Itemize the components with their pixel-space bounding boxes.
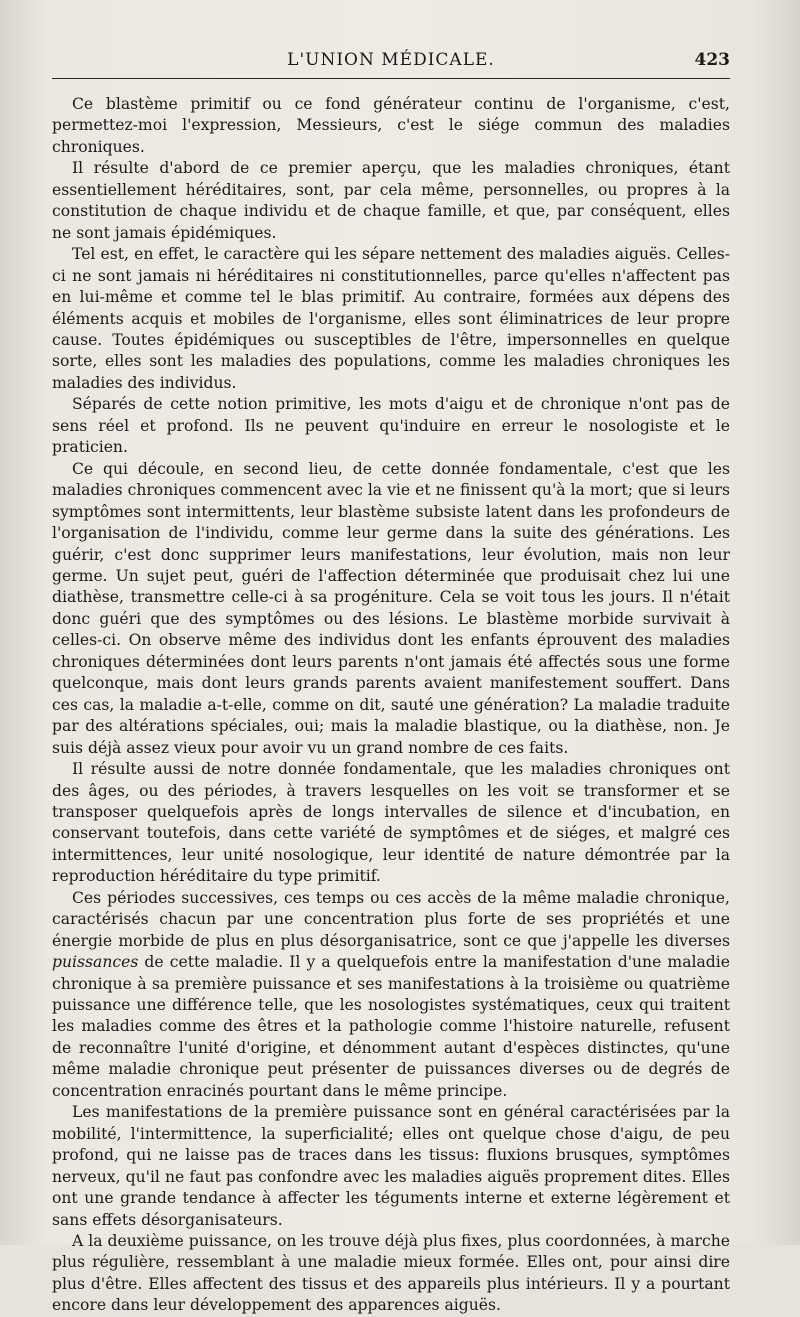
page-header (52, 50, 730, 74)
paragraph: Séparés de cette notion primitive, les mots d'aigu et de chronique n'ont pas de sens réel et profond. Ils ne peuvent qu'induire en erreur le nosologiste et le praticien. (52, 395, 730, 457)
page-number: 423 (694, 50, 730, 70)
running-title: L'UNION MÉDICALE. (287, 50, 495, 70)
emphasized-term: puissances (52, 953, 139, 972)
paragraph-text: Ces périodes successives, ces temps ou ces accès de la même maladie chronique, caractérisés chacun par une concentration plus forte de ses propriétés et une énergie morbide de plus en plus désorganisatrice, sont ce que j'appelle les diverses (52, 888, 730, 950)
paragraph: Tel est, en effet, le caractère qui les sépare nettement des maladies aiguës. Celles-ci ne sont jamais ni héréditaires ni constitutionnelles, parce qu'elles n'affectent pas en lui-même et comme tel le blas primitif. Au contraire, formées aux dépens des éléments acquis et mobiles de l'organisme, elles sont éliminatrices de leur propre cause. Toutes épidémiques ou susceptibles de l'être, impersonnelles en quelque sorte, elles sont les maladies des populations, comme les maladies chroniques les maladies des individus. (52, 245, 730, 392)
paragraph: Il résulte aussi de notre donnée fondamentale, que les maladies chroniques ont des âges, ou des périodes, à travers lesquelles on les voit se transformer et se transposer quelquefois après de longs intervalles de silence et d'incubation, en conservant toutefois, dans cette variété de symptômes et de siéges, et malgré ces intermittences, leur unité nosologique, leur identité de nature démontrée par la reproduction héréditaire du type primitif. (52, 760, 730, 886)
header-rule (52, 78, 730, 79)
paragraph (52, 888, 730, 1103)
paragraph: Il résulte d'abord de ce premier aperçu, que les maladies chroniques, étant essentiellement héréditaires, sont, par cela même, personnelles, ou propres à la constitution de chaque individu et de chaque famille, et que, par conséquent, elles ne sont jamais épidémiques. (52, 159, 730, 242)
paragraph-text: de cette maladie. Il y a quelquefois entre la manifestation d'une maladie chronique à sa première puissance et ses manifestations à la troisième ou quatrième puissance une différence telle, que les nosologistes systématiques, ceux qui traitent les maladies comme des êtres et la pathologie comme l'histoire naturelle, refusent de reconnaître l'unité d'origine, et dénomment autant d'espèces distinctes, qu'une même maladie chronique peut présenter de puissances diverses ou de degrés de concentration enracinés pourtant dans le même principe. (52, 953, 730, 1100)
paragraph: Ce blastème primitif ou ce fond générateur continu de l'organisme, c'est, permettez-moi l'expression, Messieurs, c'est le siége commun des maladies chroniques. (52, 95, 730, 156)
paragraph: A la deuxième puissance, on les trouve déjà plus fixes, plus coordonnées, à marche plus régulière, ressemblant à une maladie mieux formée. Elles ont, pour ainsi dire plus d'être. Elles affectent des tissus et des appareils plus intérieurs. Il y a pourtant encore dans leur développement des apparences aiguës. (52, 1232, 730, 1315)
paragraph: Les manifestations de la première puissance sont en général caractérisées par la mobilité, l'intermittence, la superficialité; elles ont quelque chose d'aigu, de peu profond, qui ne laisse pas de traces dans les tissus: fluxions brusques, symptômes nerveux, qu'il ne faut pas confondre avec les maladies aiguës proprement dites. Elles ont une grande tendance à affecter les téguments interne et externe légèrement et sans effets désorganisateurs. (52, 1103, 730, 1229)
body-text (52, 94, 730, 1317)
paragraph: Ce qui découle, en second lieu, de cette donnée fondamentale, c'est que les maladies chroniques commencent avec la vie et ne finissent qu'à la mort; que si leurs symptômes sont intermittents, leur blastème subsiste latent dans les profondeurs de l'organisation de l'individu, comme leur germe dans la suite des générations. Les guérir, c'est donc supprimer leurs manifestations, leur évolution, mais non leur germe. Un sujet peut, guéri de l'affection déterminée que produisait chez lui une diathèse, transmettre celle-ci à sa progéniture. Cela se voit tous les jours. Il n'était donc guéri que des symptômes ou des lésions. Le blastème morbide survivait à celles-ci. On observe même des individus dont les enfants éprouvent des maladies chroniques déterminées dont leurs parents n'ont jamais été affectés sous une forme quelconque, mais dont leurs grands parents avaient manifestement souffert. Dans ces cas, la maladie a-t-elle, comme on dit, sauté une génération? La maladie traduite par des altérations spéciales, oui; mais la maladie blastique, ou la diathèse, non. Je suis déjà assez vieux pour avoir vu un grand nombre de ces faits. (52, 459, 730, 757)
